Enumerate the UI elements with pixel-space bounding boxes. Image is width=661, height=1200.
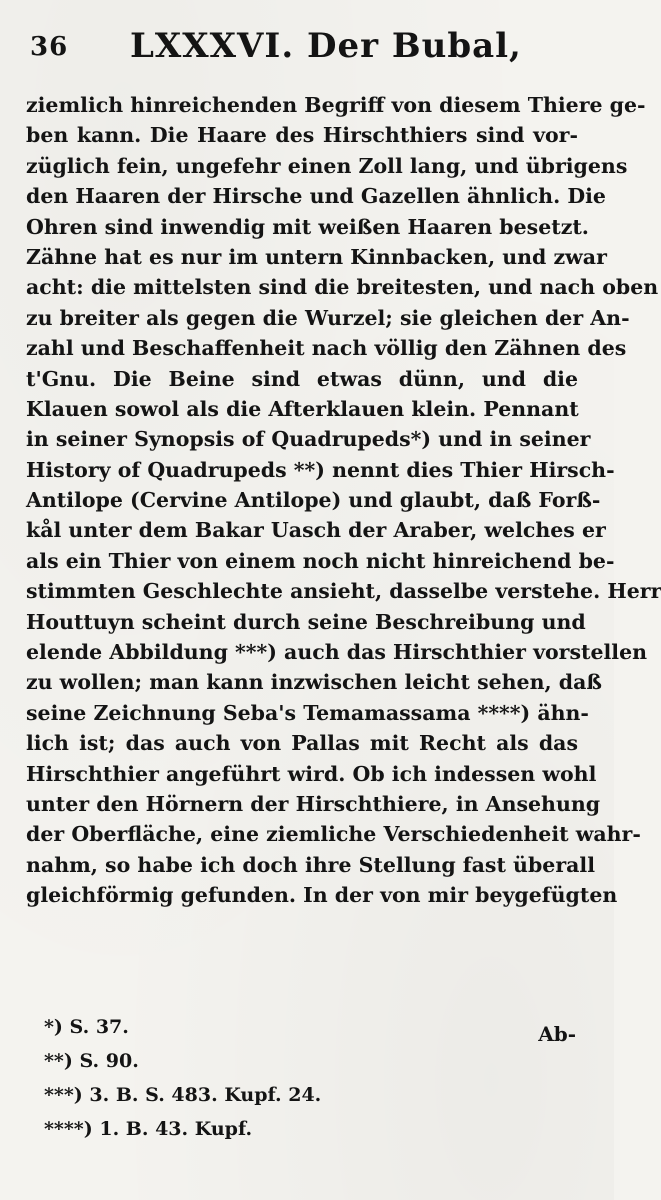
text-line: Zähne hat es nur im untern Kinnbacken, und zwar	[26, 244, 607, 269]
text-line: zu breiter als gegen die Wurzel; sie gleichen der An-	[26, 305, 630, 330]
text-line: seine Zeichnung Seba's Temamassama ****) ähn-	[26, 700, 589, 725]
text-line: als ein Thier von einem noch nicht hinreichend be-	[26, 548, 615, 573]
text-line: Ohren sind inwendig mit weißen Haaren besetzt.	[26, 214, 589, 239]
text-line: stimmten Geschlechte ansieht, dasselbe verstehe. Herr	[26, 579, 661, 604]
text-line: ziemlich hinreichenden Begriff von diesem Thiere ge-	[26, 93, 646, 117]
text-line: ben kann. Die Haare des Hirschthiers sind vor-	[26, 123, 578, 148]
footnote: *) S. 37.	[44, 1016, 129, 1038]
text-line: acht: die mittelsten sind die breitesten, und nach oben	[26, 275, 659, 300]
page-number: 36	[30, 32, 69, 62]
text-line: kål unter dem Bakar Uasch der Araber, welches er	[26, 518, 606, 543]
text-line: Houttuyn scheint durch seine Beschreibung und	[26, 609, 586, 634]
text-line: gleichförmig gefunden. In der von mir beygefügten	[26, 883, 618, 908]
text-line: lich ist; das auch von Pallas mit Recht als das	[26, 731, 578, 756]
text-line: in seiner Synopsis of Quadrupeds*) und in seiner	[26, 427, 591, 452]
footnote: ****) 1. B. 43. Kupf.	[44, 1118, 253, 1140]
text-line: Antilope (Cervine Antilope) und glaubt, daß Forß-	[26, 488, 601, 513]
text-line: zahl und Beschaffenheit nach völlig den Zähnen des	[26, 336, 627, 361]
text-line: History of Quadrupeds **) nennt dies Thier Hirsch-	[26, 457, 615, 482]
text-line: elende Abbildung ***) auch das Hirschthier vorstellen	[26, 640, 648, 665]
text-line: zu wollen; man kann inzwischen leicht sehen, daß	[26, 670, 602, 695]
catchword: Ab-	[538, 1022, 576, 1046]
text-line: Klauen sowol als die Afterklauen klein. Pennant	[26, 396, 579, 421]
running-head: LXXXVI. Der Bubal,	[130, 26, 522, 66]
footnotes	[44, 1010, 544, 1146]
footnote: ***) 3. B. S. 483. Kupf. 24.	[44, 1084, 322, 1106]
body-text	[26, 90, 661, 911]
text-line: unter den Hörnern der Hirschthiere, in Ansehung	[26, 791, 601, 816]
text-line: der Oberfläche, eine ziemliche Verschiedenheit wahr-	[26, 822, 641, 847]
text-line: nahm, so habe ich doch ihre Stellung fast überall	[26, 852, 595, 877]
text-line: t'Gnu. Die Beine sind etwas dünn, und die	[26, 366, 578, 391]
text-line: Hirschthier angeführt wird. Ob ich indessen wohl	[26, 761, 597, 786]
text-line: züglich fein, ungefehr einen Zoll lang, und übrigens	[26, 153, 628, 178]
text-line: den Haaren der Hirsche und Gazellen ähnlich. Die	[26, 184, 606, 209]
page-header	[30, 26, 584, 70]
footnote: **) S. 90.	[44, 1050, 139, 1072]
